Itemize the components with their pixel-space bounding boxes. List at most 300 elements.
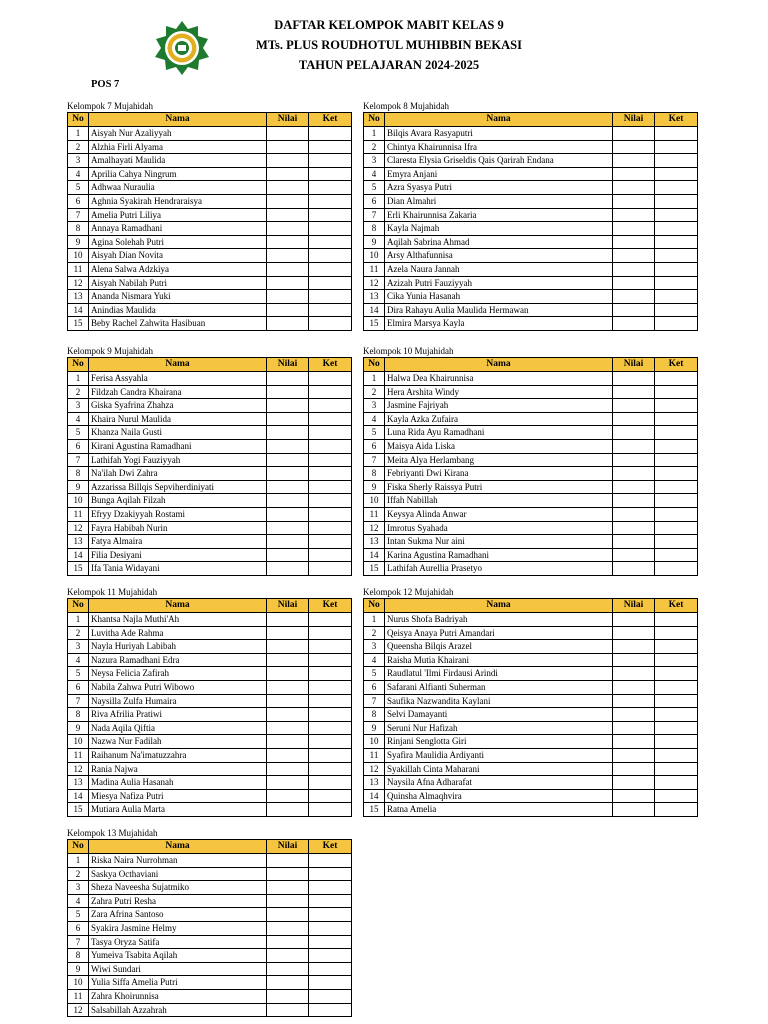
row-number: 11	[68, 989, 89, 1003]
row-number: 11	[364, 262, 385, 276]
ket-cell	[309, 881, 352, 895]
column-header-ket: Ket	[655, 113, 698, 127]
row-number: 14	[68, 789, 89, 803]
table-header-row	[68, 113, 352, 127]
table-row	[68, 935, 352, 949]
nilai-cell	[267, 989, 309, 1003]
member-table	[363, 598, 698, 817]
ket-cell	[309, 653, 352, 667]
member-name: Azela Naura Jannah	[385, 262, 613, 276]
nilai-cell	[267, 976, 309, 990]
nilai-cell	[267, 562, 309, 576]
row-number: 1	[68, 127, 89, 141]
member-name: Nayla Huriyah Labibah	[89, 640, 267, 654]
row-number: 2	[364, 626, 385, 640]
nilai-cell	[613, 667, 655, 681]
table-row	[68, 303, 352, 317]
nilai-cell	[613, 194, 655, 208]
table-row	[68, 127, 352, 141]
ket-cell	[309, 694, 352, 708]
ket-cell	[655, 372, 698, 386]
ket-cell	[655, 626, 698, 640]
ket-cell	[655, 140, 698, 154]
ket-cell	[655, 653, 698, 667]
group-title: Kelompok 13 Mujahidah	[67, 828, 158, 838]
member-name: Aisyah Dian Novita	[89, 249, 267, 263]
column-header-no: No	[68, 113, 89, 127]
table-row	[68, 776, 352, 790]
header-title: DAFTAR KELOMPOK MABIT KELAS 9	[274, 18, 504, 32]
member-name: Syakillah Cinta Maharani	[385, 762, 613, 776]
nilai-cell	[267, 776, 309, 790]
nilai-cell	[267, 762, 309, 776]
member-name: Meita Alya Herlambang	[385, 453, 613, 467]
column-header-nama: Nama	[89, 113, 267, 127]
ket-cell	[655, 613, 698, 627]
nilai-cell	[613, 535, 655, 549]
member-name: Yumeiva Tsabita Aqilah	[89, 949, 267, 963]
member-name: Tasya Oryza Satifa	[89, 935, 267, 949]
ket-cell	[309, 222, 352, 236]
nilai-cell	[267, 235, 309, 249]
nilai-cell	[613, 494, 655, 508]
table-row	[68, 803, 352, 817]
nilai-cell	[267, 426, 309, 440]
nilai-cell	[613, 303, 655, 317]
member-name: Khaira Nurul Maulida	[89, 412, 267, 426]
row-number: 4	[364, 412, 385, 426]
ket-cell	[655, 439, 698, 453]
ket-cell	[655, 208, 698, 222]
row-number: 5	[68, 667, 89, 681]
row-number: 8	[364, 708, 385, 722]
member-name: Na'ilah Dwi Zahra	[89, 467, 267, 481]
member-name: Bilqis Avara Rasyaputri	[385, 127, 613, 141]
column-header-no: No	[364, 113, 385, 127]
group-title: Kelompok 11 Mujahidah	[67, 587, 158, 597]
table-row	[68, 881, 352, 895]
member-name: Raisha Mutia Khairani	[385, 653, 613, 667]
row-number: 9	[364, 480, 385, 494]
row-number: 11	[364, 748, 385, 762]
member-name: Luna Rida Ayu Ramadhani	[385, 426, 613, 440]
ket-cell	[309, 453, 352, 467]
row-number: 7	[364, 453, 385, 467]
member-name: Raudlatul 'Ilmi Firdausi Arindi	[385, 667, 613, 681]
nilai-cell	[613, 154, 655, 168]
member-name: Riska Naira Nurrohman	[89, 854, 267, 868]
table-row	[364, 426, 698, 440]
column-header-nilai: Nilai	[613, 599, 655, 613]
member-table	[67, 839, 352, 1017]
ket-cell	[309, 167, 352, 181]
nilai-cell	[267, 626, 309, 640]
row-number: 13	[68, 290, 89, 304]
row-number: 6	[364, 194, 385, 208]
nilai-cell	[267, 789, 309, 803]
member-name: Riva Afrilia Pratiwi	[89, 708, 267, 722]
nilai-cell	[267, 640, 309, 654]
member-name: Filia Desiyani	[89, 548, 267, 562]
nilai-cell	[267, 548, 309, 562]
member-name: Agina Solehah Putri	[89, 235, 267, 249]
row-number: 1	[68, 372, 89, 386]
row-number: 4	[68, 412, 89, 426]
ket-cell	[655, 385, 698, 399]
nilai-cell	[267, 399, 309, 413]
row-number: 10	[68, 976, 89, 990]
ket-cell	[309, 680, 352, 694]
ket-cell	[655, 667, 698, 681]
row-number: 9	[364, 721, 385, 735]
member-name: Syakira Jasmine Helmy	[89, 921, 267, 935]
ket-cell	[309, 854, 352, 868]
document-header	[0, 15, 768, 75]
table-row	[364, 303, 698, 317]
member-name: Quinsha Almaqhvira	[385, 789, 613, 803]
ket-cell	[655, 222, 698, 236]
member-name: Dira Rahayu Aulia Maulida Hermawan	[385, 303, 613, 317]
member-name: Aprilia Cahya Ningrum	[89, 167, 267, 181]
row-number: 5	[364, 426, 385, 440]
table-row	[364, 372, 698, 386]
table-row	[364, 317, 698, 331]
row-number: 9	[364, 235, 385, 249]
member-name: Zahra Putri Resha	[89, 894, 267, 908]
row-number: 11	[68, 507, 89, 521]
nilai-cell	[613, 721, 655, 735]
nilai-cell	[613, 548, 655, 562]
row-number: 4	[68, 167, 89, 181]
nilai-cell	[267, 667, 309, 681]
ket-cell	[309, 385, 352, 399]
ket-cell	[655, 507, 698, 521]
table-row	[68, 222, 352, 236]
row-number: 15	[68, 562, 89, 576]
member-name: Amalhayati Maulida	[89, 154, 267, 168]
row-number: 1	[364, 613, 385, 627]
ket-cell	[655, 494, 698, 508]
member-name: Lathifah Aurellia Prasetyo	[385, 562, 613, 576]
table-row	[68, 735, 352, 749]
table-row	[364, 626, 698, 640]
member-name: Rania Najwa	[89, 762, 267, 776]
member-name: Nazwa Nur Fadilah	[89, 735, 267, 749]
row-number: 1	[68, 854, 89, 868]
member-name: Nurus Shofa Badriyah	[385, 613, 613, 627]
table-row	[364, 222, 698, 236]
row-number: 8	[68, 708, 89, 722]
ket-cell	[309, 894, 352, 908]
column-header-no: No	[364, 358, 385, 372]
table-row	[68, 507, 352, 521]
nilai-cell	[267, 453, 309, 467]
member-name: Claresta Elysia Griseldis Qais Qarirah Endana	[385, 154, 613, 168]
member-name: Syafira Maulidia Ardiyanti	[385, 748, 613, 762]
member-name: Imrotus Syahada	[385, 521, 613, 535]
row-number: 9	[68, 721, 89, 735]
member-name: Nada Aqila Qiftia	[89, 721, 267, 735]
member-name: Aisyah Nur Azaliyyah	[89, 127, 267, 141]
ket-cell	[655, 735, 698, 749]
nilai-cell	[613, 803, 655, 817]
nilai-cell	[613, 317, 655, 331]
row-number: 2	[364, 140, 385, 154]
nilai-cell	[267, 494, 309, 508]
ket-cell	[655, 235, 698, 249]
member-name: Khantsa Najla Muthi'Ah	[89, 613, 267, 627]
ket-cell	[309, 762, 352, 776]
row-number: 13	[364, 290, 385, 304]
row-number: 8	[68, 222, 89, 236]
ket-cell	[309, 962, 352, 976]
nilai-cell	[613, 181, 655, 195]
column-header-no: No	[68, 599, 89, 613]
nilai-cell	[613, 521, 655, 535]
ket-cell	[309, 439, 352, 453]
group-9	[67, 345, 352, 576]
table-row	[364, 494, 698, 508]
table-row	[364, 507, 698, 521]
nilai-cell	[613, 507, 655, 521]
table-row	[364, 194, 698, 208]
row-number: 14	[364, 789, 385, 803]
member-name: Raihanum Na'imatuzzahra	[89, 748, 267, 762]
row-number: 4	[68, 653, 89, 667]
nilai-cell	[267, 962, 309, 976]
member-name: Khanza Naila Gusti	[89, 426, 267, 440]
nilai-cell	[613, 680, 655, 694]
table-row	[68, 626, 352, 640]
member-name: Naysila Afna Adharafat	[385, 776, 613, 790]
table-row	[68, 653, 352, 667]
table-row	[68, 562, 352, 576]
table-row	[364, 453, 698, 467]
member-name: Sheza Naveesha Sujatmiko	[89, 881, 267, 895]
column-header-no: No	[68, 840, 89, 854]
member-name: Yulia Siffa Amelia Putri	[89, 976, 267, 990]
table-row	[364, 467, 698, 481]
row-number: 3	[68, 881, 89, 895]
nilai-cell	[613, 372, 655, 386]
table-row	[364, 535, 698, 549]
nilai-cell	[267, 535, 309, 549]
row-number: 10	[364, 494, 385, 508]
row-number: 2	[68, 867, 89, 881]
nilai-cell	[267, 881, 309, 895]
member-name: Efryy Dzakiyyah Rostami	[89, 507, 267, 521]
member-name: Chintya Khairunnisa Ifra	[385, 140, 613, 154]
nilai-cell	[613, 708, 655, 722]
table-row	[364, 276, 698, 290]
table-row	[364, 521, 698, 535]
row-number: 4	[364, 653, 385, 667]
member-name: Nazura Ramadhani Edra	[89, 653, 267, 667]
ket-cell	[655, 399, 698, 413]
nilai-cell	[267, 748, 309, 762]
header-year: TAHUN PELAJARAN 2024-2025	[298, 58, 480, 72]
table-row	[68, 908, 352, 922]
table-row	[68, 235, 352, 249]
row-number: 6	[68, 921, 89, 935]
row-number: 11	[68, 748, 89, 762]
ket-cell	[655, 694, 698, 708]
group-7	[67, 100, 352, 331]
table-row	[364, 140, 698, 154]
ket-cell	[309, 480, 352, 494]
ket-cell	[309, 276, 352, 290]
member-name: Giska Syafrina Zhahza	[89, 399, 267, 413]
table-row	[364, 789, 698, 803]
table-row	[364, 680, 698, 694]
ket-cell	[309, 867, 352, 881]
row-number: 5	[68, 426, 89, 440]
row-number: 11	[364, 507, 385, 521]
table-row	[68, 894, 352, 908]
member-name: Intan Sukma Nur aini	[385, 535, 613, 549]
nilai-cell	[613, 626, 655, 640]
table-row	[364, 613, 698, 627]
nilai-cell	[267, 439, 309, 453]
ket-cell	[655, 412, 698, 426]
table-row	[68, 208, 352, 222]
row-number: 13	[68, 535, 89, 549]
nilai-cell	[267, 613, 309, 627]
column-header-nilai: Nilai	[267, 840, 309, 854]
ket-cell	[655, 290, 698, 304]
ket-cell	[309, 372, 352, 386]
table-row	[68, 976, 352, 990]
table-row	[364, 167, 698, 181]
row-number: 3	[68, 399, 89, 413]
table-row	[68, 399, 352, 413]
row-number: 14	[68, 548, 89, 562]
member-name: Kayla Najmah	[385, 222, 613, 236]
member-name: Fayra Habibah Nurin	[89, 521, 267, 535]
nilai-cell	[613, 426, 655, 440]
row-number: 7	[68, 935, 89, 949]
table-row	[68, 962, 352, 976]
member-name: Alena Salwa Adzkiya	[89, 262, 267, 276]
member-name: Bunga Aqilah Filzah	[89, 494, 267, 508]
group-10	[363, 345, 698, 576]
member-name: Alzhia Firli Alyama	[89, 140, 267, 154]
row-number: 9	[68, 480, 89, 494]
ket-cell	[309, 521, 352, 535]
row-number: 8	[68, 467, 89, 481]
ket-cell	[309, 721, 352, 735]
table-row	[364, 776, 698, 790]
nilai-cell	[613, 262, 655, 276]
row-number: 9	[68, 962, 89, 976]
table-row	[364, 548, 698, 562]
member-name: Azra Syasya Putri	[385, 181, 613, 195]
nilai-cell	[613, 208, 655, 222]
table-header-row	[68, 358, 352, 372]
ket-cell	[309, 613, 352, 627]
ket-cell	[309, 235, 352, 249]
table-row	[364, 208, 698, 222]
table-row	[364, 735, 698, 749]
ket-cell	[655, 167, 698, 181]
ket-cell	[655, 303, 698, 317]
row-number: 6	[68, 439, 89, 453]
row-number: 12	[364, 521, 385, 535]
table-row	[364, 667, 698, 681]
column-header-nilai: Nilai	[613, 113, 655, 127]
member-name: Miesya Nafiza Putri	[89, 789, 267, 803]
nilai-cell	[613, 762, 655, 776]
member-name: Saskya Octhaviani	[89, 867, 267, 881]
column-header-ket: Ket	[309, 113, 352, 127]
column-header-nilai: Nilai	[267, 113, 309, 127]
nilai-cell	[267, 680, 309, 694]
member-name: Kayla Azka Zufaira	[385, 412, 613, 426]
nilai-cell	[267, 412, 309, 426]
member-name: Aisyah Nabilah Putri	[89, 276, 267, 290]
table-header-row	[364, 599, 698, 613]
nilai-cell	[267, 167, 309, 181]
member-name: Kirani Agustina Ramadhani	[89, 439, 267, 453]
ket-cell	[655, 262, 698, 276]
nilai-cell	[613, 453, 655, 467]
member-table	[67, 357, 352, 576]
row-number: 3	[68, 154, 89, 168]
nilai-cell	[267, 154, 309, 168]
row-number: 12	[68, 762, 89, 776]
column-header-nama: Nama	[385, 113, 613, 127]
nilai-cell	[613, 399, 655, 413]
table-row	[68, 439, 352, 453]
column-header-ket: Ket	[309, 358, 352, 372]
ket-cell	[309, 317, 352, 331]
table-row	[68, 140, 352, 154]
ket-cell	[309, 789, 352, 803]
member-name: Beby Rachel Zahwita Hasibuan	[89, 317, 267, 331]
table-row	[364, 290, 698, 304]
member-name: Ifa Tania Widayani	[89, 562, 267, 576]
ket-cell	[309, 399, 352, 413]
member-name: Wiwi Sundari	[89, 962, 267, 976]
member-name: Anindias Maulida	[89, 303, 267, 317]
nilai-cell	[613, 222, 655, 236]
member-name: Fatya Almaira	[89, 535, 267, 549]
member-name: Ananda Nismara Yuki	[89, 290, 267, 304]
member-name: Saufika Nazwandita Kaylani	[385, 694, 613, 708]
nilai-cell	[267, 721, 309, 735]
table-row	[68, 667, 352, 681]
column-header-nilai: Nilai	[267, 599, 309, 613]
nilai-cell	[613, 127, 655, 141]
ket-cell	[309, 412, 352, 426]
table-row	[68, 854, 352, 868]
row-number: 5	[364, 181, 385, 195]
nilai-cell	[613, 694, 655, 708]
table-row	[364, 399, 698, 413]
nilai-cell	[267, 127, 309, 141]
table-row	[364, 262, 698, 276]
nilai-cell	[267, 480, 309, 494]
row-number: 9	[68, 235, 89, 249]
nilai-cell	[267, 303, 309, 317]
table-row	[68, 762, 352, 776]
member-name: Luvitha Ade Rahma	[89, 626, 267, 640]
nilai-cell	[267, 372, 309, 386]
nilai-cell	[267, 521, 309, 535]
ket-cell	[655, 776, 698, 790]
member-name: Naysilla Zulfa Humaira	[89, 694, 267, 708]
table-row	[68, 249, 352, 263]
